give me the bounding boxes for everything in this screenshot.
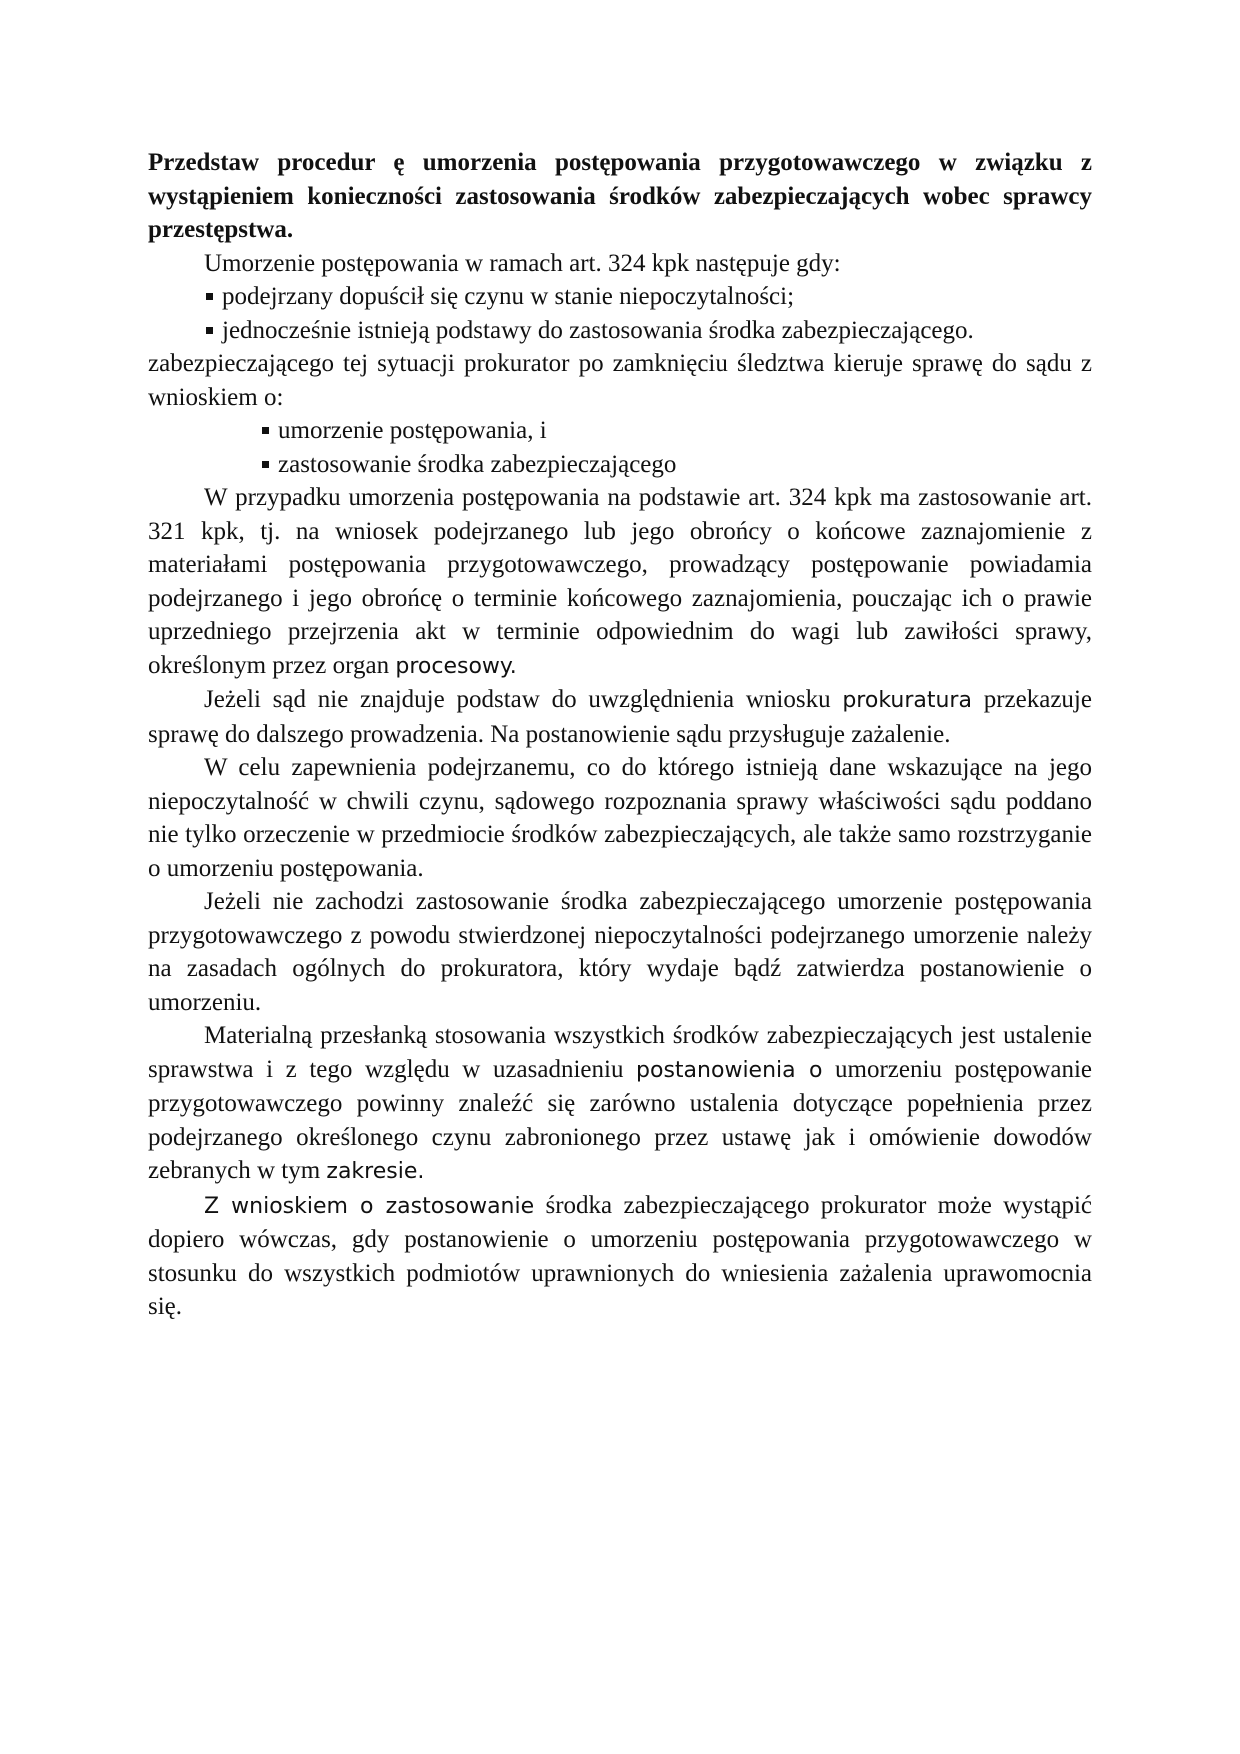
bullet-icon xyxy=(262,427,269,434)
paragraph-court-rejection: Jeżeli sąd nie znajduje podstaw do uwzględnienia wniosku prokuratura przekazuje sprawę do dalszego prowadzenia. Na postanowienie sądu przysługuje zażalenie. xyxy=(148,686,1092,748)
document-page xyxy=(148,146,1092,1324)
list-item: jednocześnie istnieją podstawy do zastosowania środka zabezpieczającego. xyxy=(148,314,1092,348)
list-item: zastosowanie środka zabezpieczającego xyxy=(148,448,1092,482)
motions-list xyxy=(148,414,1092,481)
paragraph-art-321: W przypadku umorzenia postępowania na podstawie art. 324 kpk ma zastosowanie art. 321 kpk, tj. na wniosek podejrzanego lub jego obrońcy o końcowe zaznajomienie z materiałami postępowania przygotowawczego, prowadzący postępowanie powiadamia podejrzanego i jego obrońcę o terminie końcowego zaznajomienia, pouczając ich o prawie uprzedniego przejrzenia akt w terminie odpowiednim do wagi lub zawiłości sprawy, określonym przez organ procesowy. xyxy=(148,484,1092,679)
bullet-icon xyxy=(206,293,213,300)
paragraph-motion-timing: Z wnioskiem o zastosowanie środka zabezpieczającego prokurator może wystąpić dopiero wówczas, gdy postanowienie o umorzeniu postępowania przygotowawczego w stosunku do wszystkich podmiotów uprawnionych do wniesienia zażalenia uprawomocnia się. xyxy=(148,1191,1092,1320)
intro-text: Umorzenie postępowania w ramach art. 324 kpk następuje gdy: xyxy=(204,249,841,277)
paragraph-general-rules: Jeżeli nie zachodzi zastosowanie środka zabezpieczającego umorzenie postępowania przygotowawczego z powodu stwierdzonej niepoczytalności podejrzanego umorzenie należy na zasadach ogólnych do prokuratora, który wydaje bądź zatwierdza postanowienie o umorzeniu. xyxy=(148,888,1092,1016)
bullet-icon xyxy=(262,461,269,468)
conditions-list xyxy=(148,280,1092,347)
bullet-icon xyxy=(206,327,213,334)
document-title: Przedstaw procedur ę umorzenia postępowania przygotowawczego w związku z wystąpieniem konieczności zastosowania środków zabezpieczających wobec sprawcy przestępstwa. xyxy=(148,149,1092,243)
list-item: umorzenie postępowania, i xyxy=(148,414,1092,448)
prosecutor-text: zabezpieczającego tej sytuacji prokurator po zamknięciu śledztwa kieruje sprawę do sądu z wnioskiem o: xyxy=(148,350,1092,411)
list-item: podejrzany dopuścił się czynu w stanie niepoczytalności; xyxy=(148,280,1092,314)
paragraph-court-jurisdiction: W celu zapewnienia podejrzanemu, co do którego istnieją dane wskazujące na jego niepoczytalność w chwili czynu, sądowego rozpoznania sprawy właściwości sądu poddano nie tylko orzeczenie w przedmiocie środków zabezpieczających, ale także samo rozstrzyganie o umorzeniu postępowania. xyxy=(148,754,1092,882)
paragraph-material-premise: Materialną przesłanką stosowania wszystkich środków zabezpieczających jest ustalenie sprawstwa i z tego względu w uzasadnieniu postanowienia o umorzeniu postępowanie przygotowawczego powinny znaleźć się zarówno ustalenia dotyczące popełnienia przez podejrzanego określonego czynu zabronionego przez ustawę jak i omówienie dowodów zebranych w tym zakresie. xyxy=(148,1022,1093,1184)
